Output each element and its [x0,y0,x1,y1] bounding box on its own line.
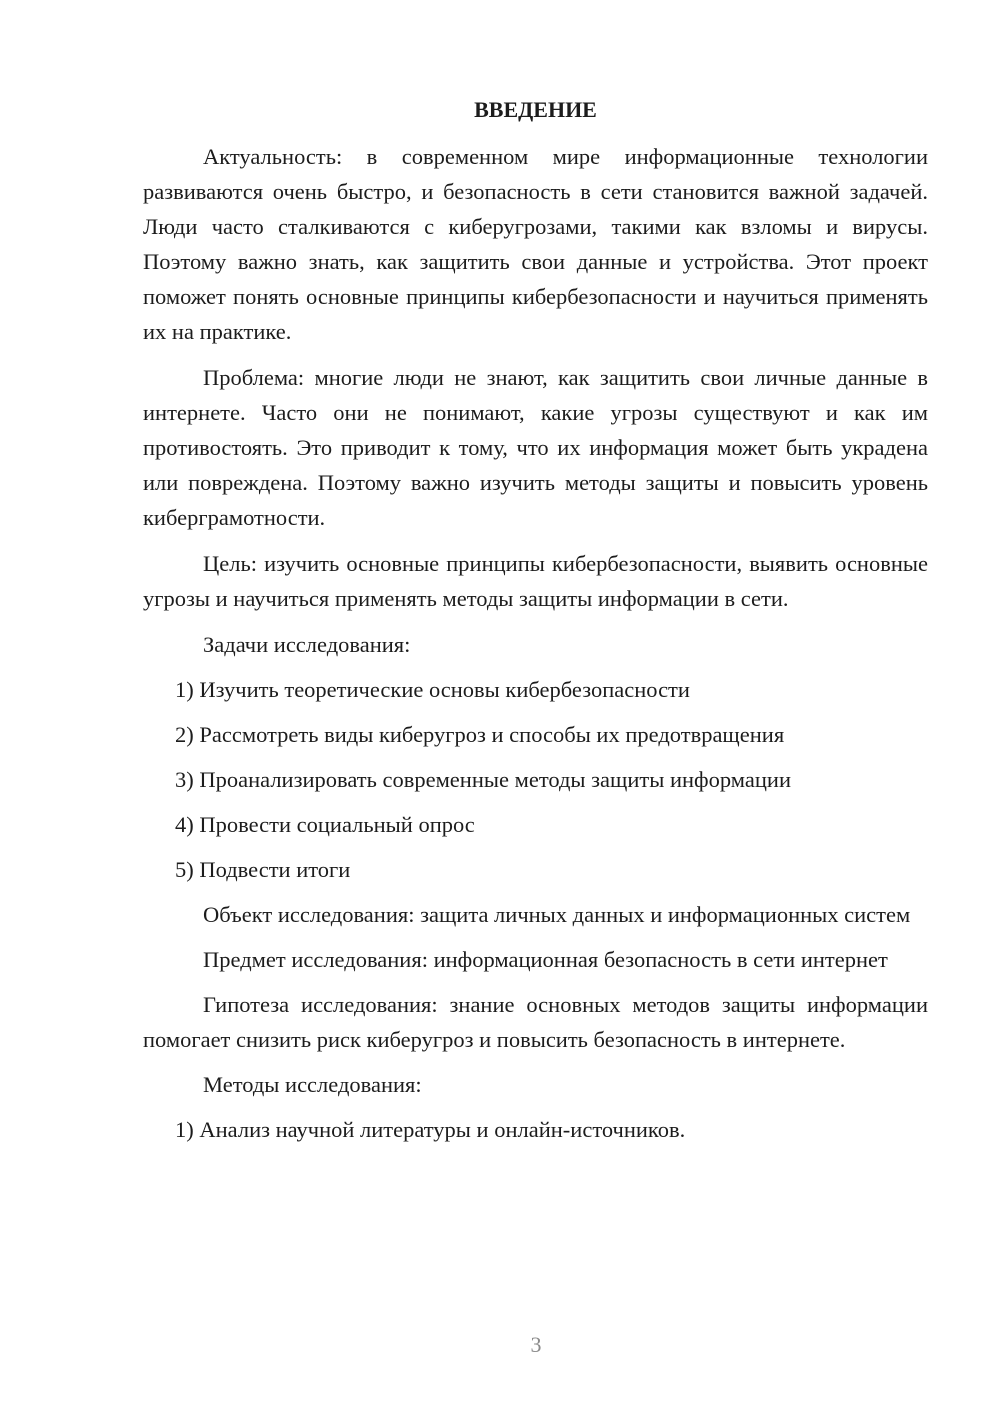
method-item-1: 1) Анализ научной литературы и онлайн-источников. [175,1117,686,1142]
subject-paragraph: Предмет исследования: информационная безопасность в сети интернет [203,947,888,972]
tasks-label: Задачи исследования: [203,632,411,657]
task-item-3: 3) Проанализировать современные методы защиты информации [175,767,791,792]
section-heading: ВВЕДЕНИЕ [474,97,597,122]
task-item-2: 2) Рассмотреть виды киберугроз и способы их предотвращения [175,722,785,747]
hypothesis-paragraph: Гипотеза исследования: знание основных методов защиты информации помогает снизить риск киберугроз и повысить безопасность в интернете. [143,992,928,1052]
object-paragraph: Объект исследования: защита личных данных и информационных систем [203,902,911,927]
goal-paragraph: Цель: изучить основные принципы кибербезопасности, выявить основные угрозы и научиться применять методы защиты информации в сети. [143,551,928,611]
relevance-paragraph: Актуальность: в современном мире информационные технологии развиваются очень быстро, и безопасность в сети становится важной задачей. Люди часто сталкиваются с киберугрозами, такими как взломы и вирусы. Поэтому важно знать, как защитить свои данные и устройства. Этот проект поможет понять основные принципы кибербезопасности и научиться применять их на практике. [143,144,928,344]
task-item-5: 5) Подвести итоги [175,857,351,882]
page-content [143,95,928,1157]
problem-paragraph: Проблема: многие люди не знают, как защитить свои личные данные в интернете. Часто они не понимают, какие угрозы существуют и как им противостоять. Это приводит к тому, что их информация может быть украдена или повреждена. Поэтому важно изучить методы защиты и повысить уровень киберграмотности. [143,365,928,530]
task-item-4: 4) Провести социальный опрос [175,812,475,837]
page-number: 3 [530,1332,542,1357]
methods-label: Методы исследования: [203,1072,422,1097]
task-item-1: 1) Изучить теоретические основы кибербезопасности [175,677,690,702]
